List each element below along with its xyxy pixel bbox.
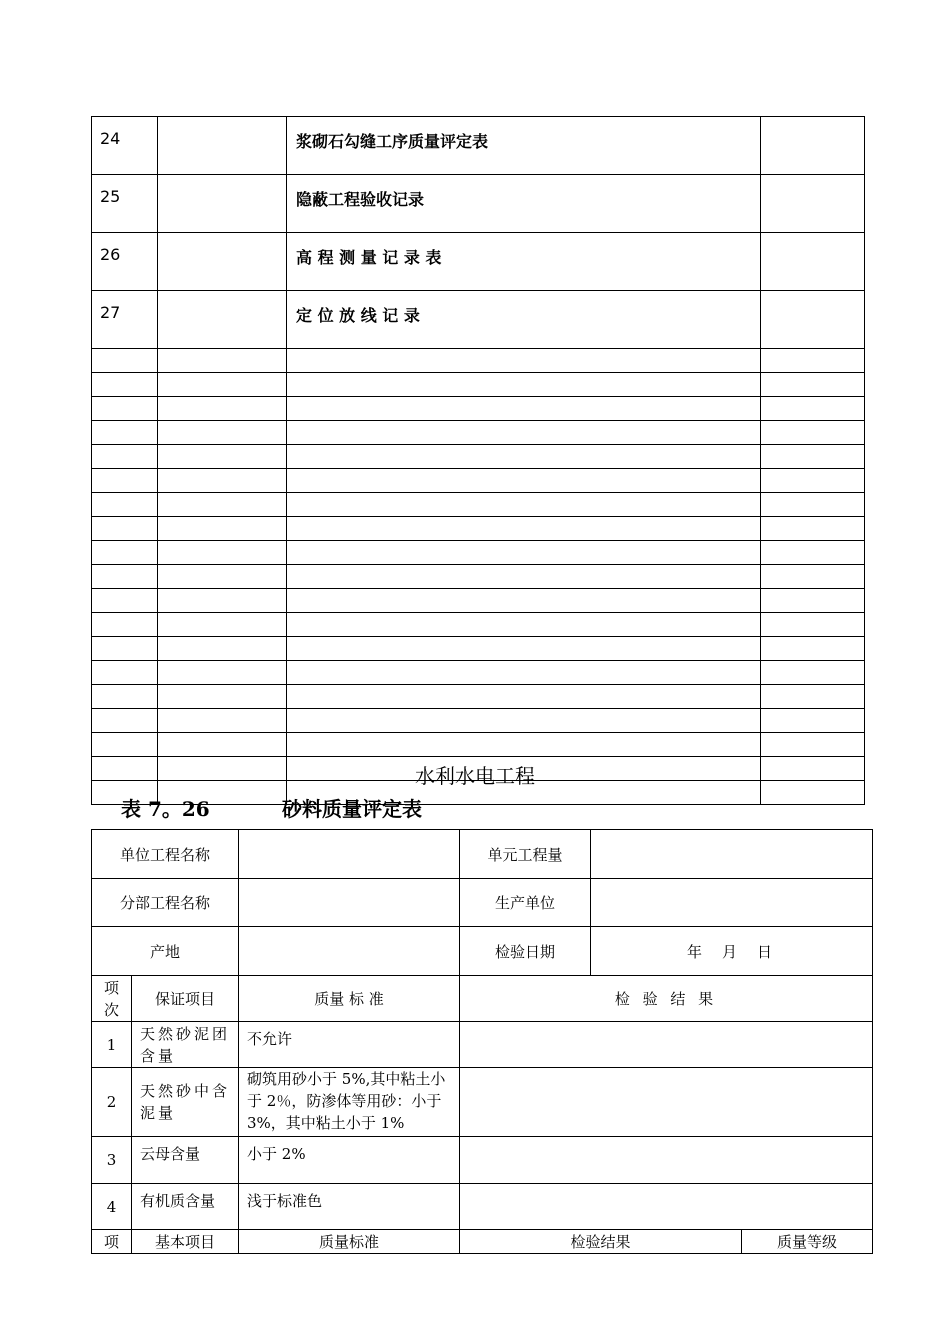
empty-cell: [287, 733, 761, 757]
empty-cell: [158, 517, 287, 541]
inspection-result[interactable]: [460, 1184, 873, 1230]
document-name: 高 程 测 量 记 录 表: [287, 233, 761, 291]
empty-cell: [92, 445, 158, 469]
row-number: 2: [92, 1068, 132, 1137]
empty-cell: [761, 613, 865, 637]
empty-cell: [287, 637, 761, 661]
empty-cell: [761, 637, 865, 661]
col-item-header: 项: [92, 1230, 132, 1254]
guarantee-item: 云母含量: [132, 1137, 239, 1184]
row-number: 25: [92, 175, 158, 233]
table-header-row: [92, 976, 873, 1022]
empty-cell: [158, 685, 287, 709]
empty-cell: [92, 661, 158, 685]
sub-project-value[interactable]: [239, 879, 460, 927]
empty-cell: [92, 613, 158, 637]
empty-cell: [92, 349, 158, 373]
empty-cell: [158, 709, 287, 733]
empty-cell: [158, 637, 287, 661]
row-number: 3: [92, 1137, 132, 1184]
empty-cell: [158, 349, 287, 373]
empty-cell: [761, 421, 865, 445]
empty-table-row: [92, 589, 865, 613]
empty-cell: [158, 541, 287, 565]
empty-cell: [158, 661, 287, 685]
producer-value[interactable]: [591, 879, 873, 927]
empty-cell: [761, 589, 865, 613]
empty-cell: [158, 373, 287, 397]
document-index-table: [91, 116, 865, 805]
empty-cell: [287, 661, 761, 685]
empty-cell: [158, 733, 287, 757]
empty-cell: [158, 589, 287, 613]
col-result-header: 检验结果: [460, 1230, 742, 1254]
empty-table-row: [92, 397, 865, 421]
col-result-header: 检 验 结 果: [460, 976, 873, 1022]
empty-cell: [287, 349, 761, 373]
col-grade-header: 质量等级: [742, 1230, 873, 1254]
empty-cell: [761, 685, 865, 709]
document-name: 隐蔽工程验收记录: [287, 175, 761, 233]
quality-standard: 不允许: [239, 1022, 460, 1068]
document-name: 定 位 放 线 记 录: [287, 291, 761, 349]
row-number: 26: [92, 233, 158, 291]
table-row: [92, 927, 873, 976]
empty-cell: [761, 733, 865, 757]
quality-standard: 浅于标准色: [239, 1184, 460, 1230]
empty-cell: [158, 397, 287, 421]
empty-cell: [287, 445, 761, 469]
empty-cell: [92, 469, 158, 493]
inspect-date-value[interactable]: [591, 927, 873, 976]
empty-cell: [287, 589, 761, 613]
empty-cell: [287, 541, 761, 565]
unit-project-value[interactable]: [239, 830, 460, 879]
empty-cell: [92, 709, 158, 733]
empty-cell: [92, 541, 158, 565]
table-row: [92, 117, 865, 175]
empty-cell: [287, 565, 761, 589]
unit-project-label: 单位工程名称: [92, 830, 239, 879]
empty-cell: [158, 469, 287, 493]
date-day: 日: [757, 942, 777, 961]
empty-table-row: [92, 733, 865, 757]
sub-project-label: 分部工程名称: [92, 879, 239, 927]
empty-cell: [92, 733, 158, 757]
date-month: 月: [722, 942, 742, 961]
col-standard-header: 质量 标 准: [239, 976, 460, 1022]
unit-quantity-value[interactable]: [591, 830, 873, 879]
table-row: [92, 1022, 873, 1068]
origin-label: 产地: [92, 927, 239, 976]
document-name: 浆砌石勾缝工序质量评定表: [287, 117, 761, 175]
empty-table-row: [92, 517, 865, 541]
empty-table-row: [92, 469, 865, 493]
empty-cell: [92, 397, 158, 421]
empty-cell: [158, 445, 287, 469]
empty-cell: [92, 421, 158, 445]
col-standard-header: 质量标准: [239, 1230, 460, 1254]
inspect-date-label: 检验日期: [460, 927, 591, 976]
col-project-header: 保证项目: [132, 976, 239, 1022]
quality-standard: 砌筑用砂小于 5%,其中粘土小于 2％，防渗体等用砂：小于 3%，其中粘土小于 1%: [239, 1068, 460, 1137]
table-number: 表 7。26: [121, 797, 210, 821]
empty-table-row: [92, 493, 865, 517]
empty-cell: [287, 685, 761, 709]
inspection-result[interactable]: [460, 1137, 873, 1184]
table-row: [92, 291, 865, 349]
empty-cell: [761, 445, 865, 469]
guarantee-item: 有机质含量: [132, 1184, 239, 1230]
row-number: 24: [92, 117, 158, 175]
empty-cell: [287, 421, 761, 445]
sand-quality-evaluation-table: [91, 829, 873, 1254]
table-row: [92, 1068, 873, 1137]
empty-cell: [287, 517, 761, 541]
row-number: 27: [92, 291, 158, 349]
empty-cell: [92, 493, 158, 517]
empty-table-row: [92, 445, 865, 469]
unit-quantity-label: 单元工程量: [460, 830, 591, 879]
empty-cell: [92, 589, 158, 613]
empty-table-row: [92, 565, 865, 589]
empty-table-row: [92, 613, 865, 637]
empty-cell: [287, 613, 761, 637]
empty-cell: [287, 469, 761, 493]
empty-table-row: [92, 685, 865, 709]
quality-standard: 小于 2%: [239, 1137, 460, 1184]
empty-cell: [158, 613, 287, 637]
col-item-header: 项次: [92, 976, 132, 1022]
empty-cell: [761, 373, 865, 397]
guarantee-item: 天然砂泥团含量: [132, 1022, 239, 1068]
empty-cell: [287, 373, 761, 397]
row-number: 1: [92, 1022, 132, 1068]
table-row: [92, 879, 873, 927]
table-title: 砂料质量评定表: [282, 797, 422, 821]
producer-label: 生产单位: [460, 879, 591, 927]
table-row: [92, 1137, 873, 1184]
table-row: [92, 830, 873, 879]
empty-cell: [92, 685, 158, 709]
empty-cell: [761, 709, 865, 733]
inspection-result[interactable]: [460, 1068, 873, 1137]
origin-value[interactable]: [239, 927, 460, 976]
table-header-row: [92, 1230, 873, 1254]
empty-cell: [92, 373, 158, 397]
empty-cell: [761, 397, 865, 421]
col-basic-project-header: 基本项目: [132, 1230, 239, 1254]
empty-table-row: [92, 541, 865, 565]
empty-cell: [92, 637, 158, 661]
empty-table-row: [92, 637, 865, 661]
table-row: [92, 233, 865, 291]
empty-table-row: [92, 421, 865, 445]
empty-cell: [761, 565, 865, 589]
empty-cell: [92, 517, 158, 541]
empty-table-row: [92, 709, 865, 733]
empty-cell: [92, 565, 158, 589]
empty-cell: [761, 661, 865, 685]
empty-cell: [761, 541, 865, 565]
table-row: [92, 1184, 873, 1230]
empty-cell: [287, 709, 761, 733]
empty-cell: [287, 493, 761, 517]
table-row: [92, 175, 865, 233]
empty-table-row: [92, 661, 865, 685]
empty-cell: [158, 565, 287, 589]
date-year: 年: [686, 942, 706, 961]
inspection-result[interactable]: [460, 1022, 873, 1068]
empty-rows: [92, 349, 865, 805]
empty-table-row: [92, 373, 865, 397]
empty-cell: [158, 421, 287, 445]
empty-cell: [287, 397, 761, 421]
empty-cell: [761, 349, 865, 373]
empty-table-row: [92, 349, 865, 373]
caption: 水利水电工程: [415, 764, 535, 788]
empty-cell: [761, 517, 865, 541]
empty-cell: [761, 469, 865, 493]
empty-cell: [158, 493, 287, 517]
row-number: 4: [92, 1184, 132, 1230]
guarantee-item: 天然砂中含泥量: [132, 1068, 239, 1137]
empty-cell: [761, 493, 865, 517]
